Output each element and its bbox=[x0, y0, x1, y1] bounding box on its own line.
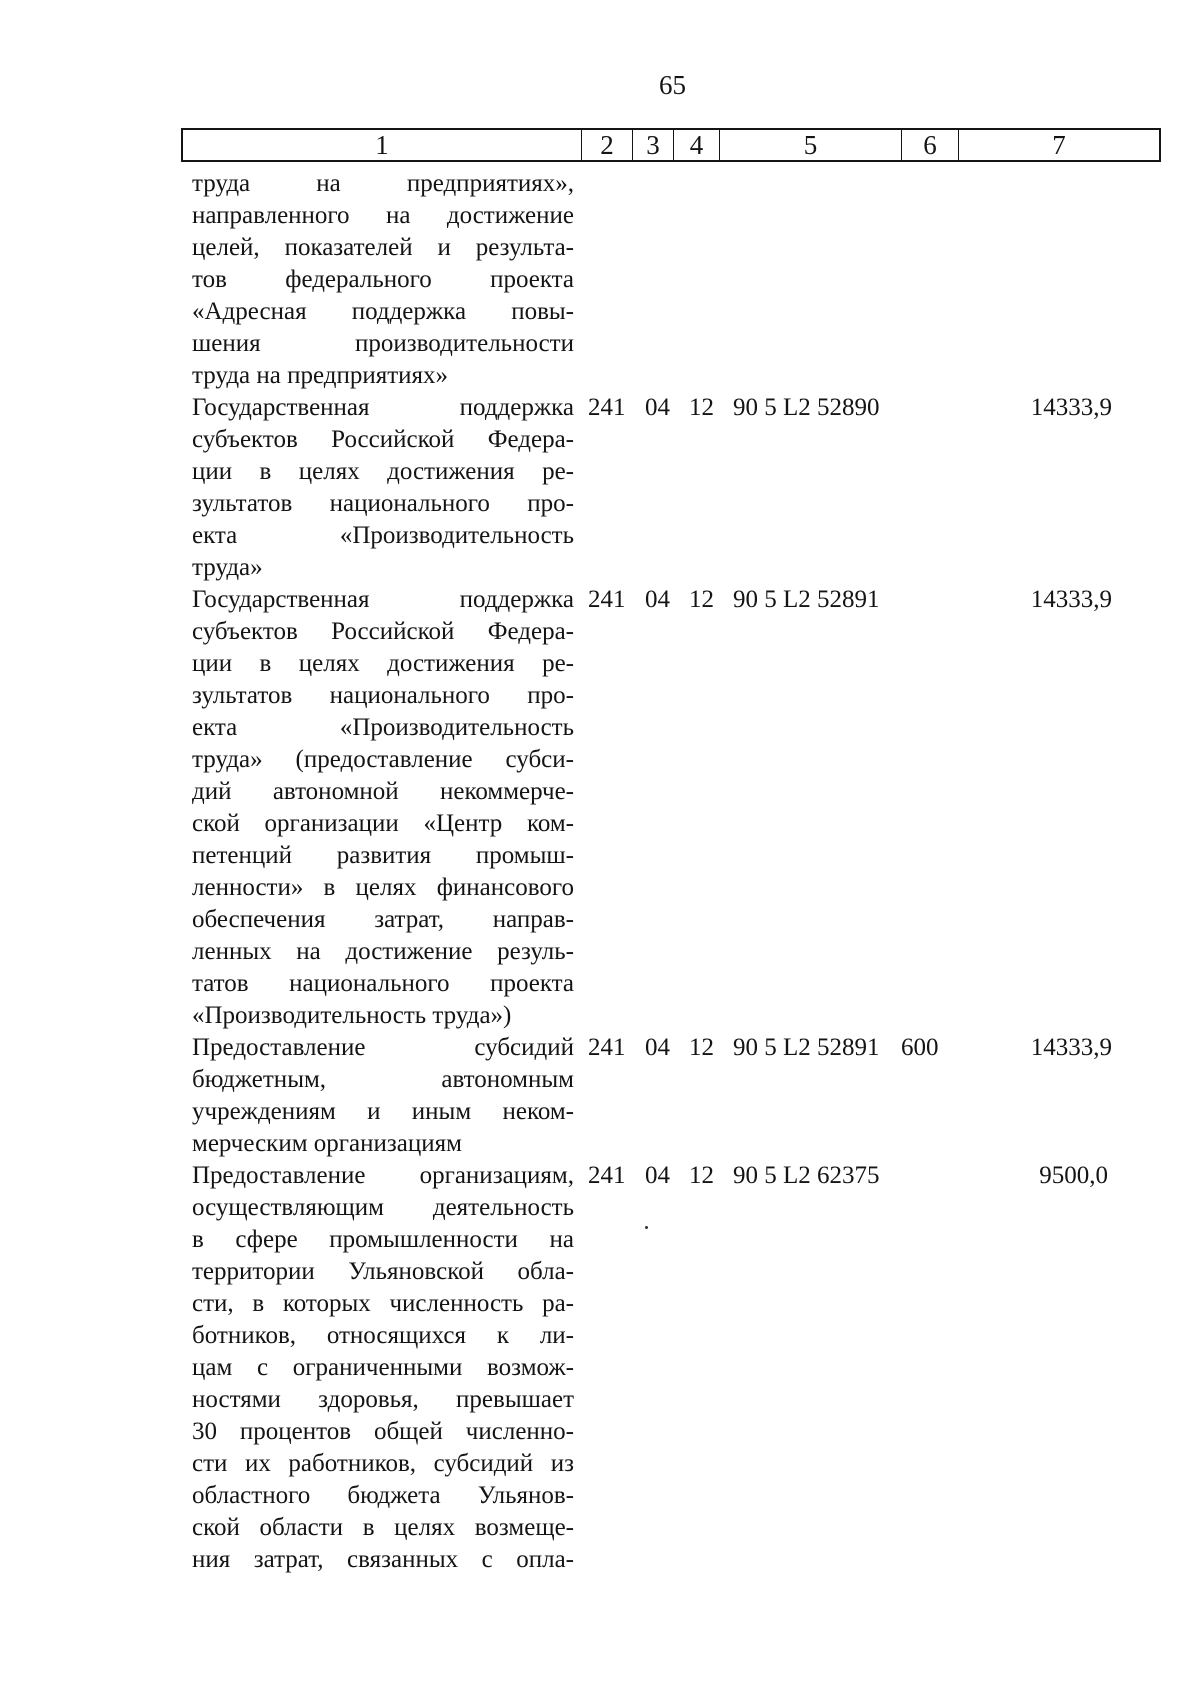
text-line: зультатов национального про- bbox=[192, 490, 574, 517]
cell-ministry-code: 241 bbox=[588, 1162, 626, 1189]
cell-amount: 14333,9 bbox=[1030, 586, 1112, 613]
text-line: Государственная поддержка bbox=[192, 394, 574, 421]
text-line: территории Ульяновской обла- bbox=[192, 1258, 574, 1285]
text-line: труда на предприятиях», bbox=[192, 170, 574, 197]
text-line: ботников, относящихся к ли- bbox=[192, 1322, 574, 1349]
cell-subsection-code: 12 bbox=[689, 1034, 714, 1061]
text-line: «Адресная поддержка повы- bbox=[192, 298, 574, 325]
cell-target-code: 90 5 L2 52891 bbox=[733, 1034, 880, 1061]
text-line: зультатов национального про- bbox=[192, 682, 574, 709]
text-line: направленного на достижение bbox=[192, 202, 574, 229]
text-line: цам с ограниченными возмож- bbox=[192, 1354, 574, 1381]
header-col-2: 2 bbox=[582, 130, 633, 160]
text-line: труда» bbox=[192, 554, 263, 581]
text-line: екта «Производительность bbox=[192, 714, 574, 741]
cell-ministry-code: 241 bbox=[588, 586, 626, 613]
text-line: труда на предприятиях» bbox=[192, 362, 449, 389]
text-line: Государственная поддержка bbox=[192, 586, 574, 613]
text-line: екта «Производительность bbox=[192, 522, 574, 549]
text-line: обеспечения затрат, направ- bbox=[192, 906, 574, 933]
cell-ministry-code: 241 bbox=[588, 1034, 626, 1061]
cell-section-code: 04 bbox=[645, 1034, 670, 1061]
table-row-text bbox=[192, 584, 574, 1032]
cell-section-code: 04 bbox=[645, 1162, 670, 1189]
table-row-text bbox=[192, 1032, 574, 1160]
cell-subsection-code: 12 bbox=[689, 586, 714, 613]
text-line: ции в целях достижения ре- bbox=[192, 458, 574, 485]
cell-amount: 9500,0 bbox=[1039, 1162, 1108, 1189]
page-number: 65 bbox=[659, 70, 686, 100]
text-line: ленных на достижение резуль- bbox=[192, 938, 574, 965]
text-line: субъектов Российской Федера- bbox=[192, 618, 574, 645]
text-line: татов национального проекта bbox=[192, 970, 574, 997]
text-line: ской области в целях возмеще- bbox=[192, 1514, 574, 1541]
cell-amount: 14333,9 bbox=[1030, 1034, 1112, 1061]
text-line: мерческим организациям bbox=[192, 1130, 462, 1157]
text-line: ния затрат, связанных с опла- bbox=[192, 1546, 574, 1573]
text-line: труда» (предоставление субси- bbox=[192, 746, 574, 773]
text-line: субъектов Российской Федера- bbox=[192, 426, 574, 453]
text-line: целей, показателей и результа- bbox=[192, 234, 574, 261]
text-line: осуществляющим деятельность bbox=[192, 1194, 574, 1221]
text-line: «Производительность труда») bbox=[192, 1002, 512, 1029]
text-line: бюджетным, автономным bbox=[192, 1066, 574, 1093]
cell-amount: 14333,9 bbox=[1030, 394, 1112, 421]
text-line: сти их работников, субсидий из bbox=[192, 1450, 574, 1477]
cell-target-code: 90 5 L2 62375 bbox=[733, 1162, 880, 1189]
text-line: в сфере промышленности на bbox=[192, 1226, 574, 1253]
text-line: тов федерального проекта bbox=[192, 266, 574, 293]
cell-section-code: 04 bbox=[645, 586, 670, 613]
cell-subsection-code: 12 bbox=[689, 1162, 714, 1189]
text-line: 30 процентов общей численно- bbox=[192, 1418, 574, 1445]
text-line: дий автономной некоммерче- bbox=[192, 778, 574, 805]
cell-subsection-code: 12 bbox=[689, 394, 714, 421]
text-line: сти, в которых численность ра- bbox=[192, 1290, 574, 1317]
header-col-7: 7 bbox=[1052, 130, 1066, 160]
cell-target-code: 90 5 L2 52890 bbox=[733, 394, 880, 421]
cell-section-code: 04 bbox=[645, 394, 670, 421]
cell-expense-type: 600 bbox=[901, 1034, 939, 1061]
text-line: Предоставление организациям, bbox=[192, 1162, 574, 1189]
text-line: учреждениям и иным неком- bbox=[192, 1098, 574, 1125]
text-line: областного бюджета Ульянов- bbox=[192, 1482, 574, 1509]
text-line: ции в целях достижения ре- bbox=[192, 650, 574, 677]
text-line: ленности» в целях финансового bbox=[192, 874, 574, 901]
table-row-text bbox=[192, 168, 574, 392]
table-row-text bbox=[192, 392, 574, 584]
text-line: шения производительности bbox=[192, 330, 574, 357]
text-line: петенций развития промыш- bbox=[192, 842, 574, 869]
scan-speck bbox=[645, 1226, 648, 1229]
header-col-1: 1 bbox=[183, 130, 582, 160]
table-header bbox=[181, 128, 1161, 162]
header-col-3: 3 bbox=[633, 130, 674, 160]
header-col-6: 6 bbox=[902, 130, 959, 160]
table-row-text bbox=[192, 1160, 574, 1576]
cell-ministry-code: 241 bbox=[588, 394, 626, 421]
text-line: ской организации «Центр ком- bbox=[192, 810, 574, 837]
header-col-5: 5 bbox=[720, 130, 902, 160]
cell-target-code: 90 5 L2 52891 bbox=[733, 586, 880, 613]
header-col-4: 4 bbox=[674, 130, 720, 160]
text-line: Предоставление субсидий bbox=[192, 1034, 574, 1061]
text-line: ностями здоровья, превышает bbox=[192, 1386, 574, 1413]
